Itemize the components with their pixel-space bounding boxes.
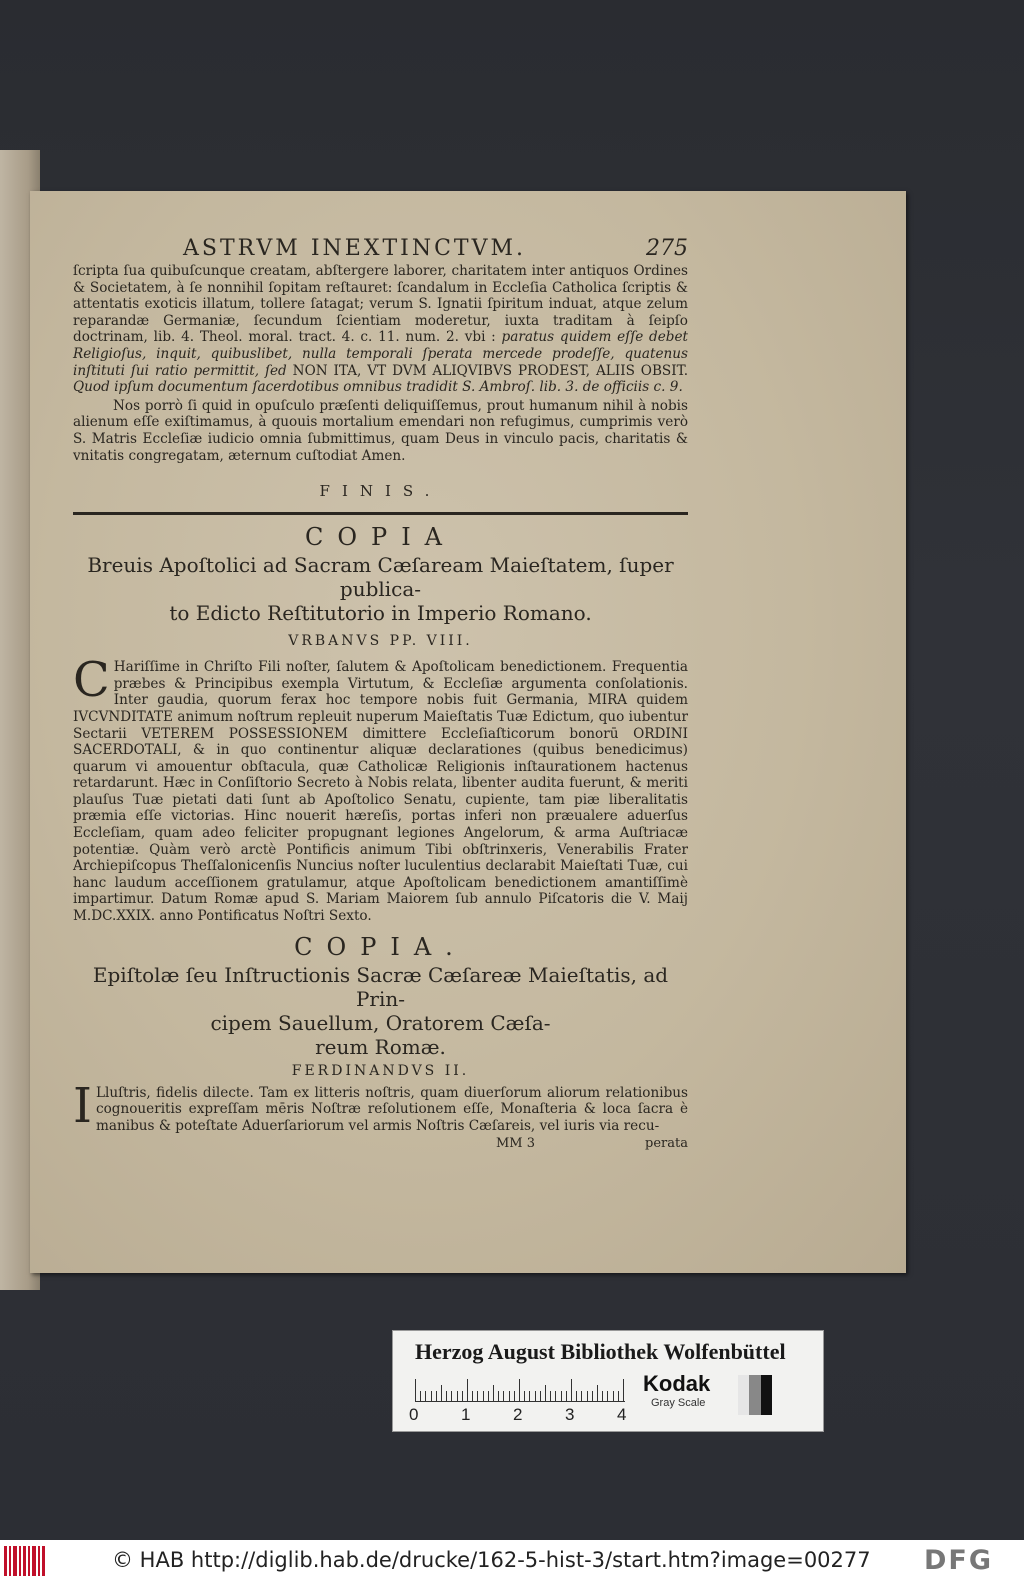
drop-cap-i: I <box>73 1077 92 1134</box>
brief-subtitle-line-1: Breuis Apoſtolici ad Sacram Cæſaream Maieſtatem, ſuper publica- <box>87 553 674 602</box>
library-name: Herzog August Bibliothek Wolfenbüttel <box>415 1339 786 1364</box>
page-text-block <box>73 236 688 1151</box>
ruler-tick <box>545 1385 546 1401</box>
epistle-subtitle <box>73 963 688 1059</box>
copia-heading-2: COPIA. <box>294 932 467 961</box>
ruler-tick <box>592 1391 593 1401</box>
page-footer-line <box>73 1136 688 1151</box>
copia-heading-1: COPIA <box>305 523 456 552</box>
imperial-epistle-text: Lluſtris, fidelis dilecte. Tam ex litteris noſtris, quam diuerſorum aliorum relationibus cognoueritis expreſſam mēris Noſtræ reſolutionem eſſe, Monaſteria & loca ſacra è manibus & poteſtate Aduerſariorum vel armis Noſtris Cæſareis, vel iuris via recu- <box>95 1084 688 1134</box>
running-head <box>73 236 688 261</box>
grayscale-swatch <box>738 1375 772 1415</box>
ruler-tick <box>483 1391 484 1401</box>
dfg-logo: DFG <box>924 1545 994 1576</box>
ruler-tick <box>436 1391 437 1401</box>
para1-italic-2: Quod ipſum documentum ſacerdotibus omnibus tradidit S. Ambroſ. lib. 3. de officiis c. 9. <box>73 379 683 396</box>
ruler-tick <box>498 1391 499 1401</box>
epistle-subtitle-line-2: cipem Sauellum, Oratorem Cæſa- <box>210 1010 551 1035</box>
papal-brief-letter <box>73 652 688 925</box>
ruler-tick <box>462 1391 463 1401</box>
ruler-tick <box>602 1391 603 1401</box>
gray-patch-light <box>738 1375 749 1415</box>
ruler-tick <box>509 1391 510 1401</box>
ruler-number-3: 3 <box>565 1405 575 1424</box>
ruler-tick <box>607 1391 608 1401</box>
page-number: 275 <box>646 236 688 261</box>
ruler-tick <box>529 1391 530 1401</box>
running-head-title: ASTRVM INEXTINCTVM. <box>183 236 527 261</box>
barcode-icon <box>4 1546 48 1576</box>
ruler-tick <box>477 1391 478 1401</box>
scale-ruler <box>415 1375 625 1402</box>
epistle-subtitle-line-3: reum Romæ. <box>315 1034 446 1059</box>
para1-italic: paratus quidem eſſe debet Religioſus, inquit, quibuslibet, nulla temporali ſperata mercede prodeſſe, quatenus inſtituti ſui ratio permittit, ſed <box>73 329 688 379</box>
ruler-tick <box>446 1391 447 1401</box>
ruler-tick <box>425 1391 426 1401</box>
ruler-tick <box>566 1391 567 1401</box>
gray-patch-dark <box>761 1375 772 1415</box>
gray-patch-mid <box>749 1375 760 1415</box>
imperial-epistle-letter <box>73 1077 688 1135</box>
ruler-tick <box>571 1379 572 1401</box>
ruler-tick <box>467 1379 468 1401</box>
ruler-tick <box>514 1391 515 1401</box>
ruler-tick <box>581 1391 582 1401</box>
sender-urbanus: VRBANVS PP. VIII. <box>288 633 473 650</box>
para1-text: ſcripta ſua quibuſcunque creatam, abſtergere laborer, charitatem inter antiquos Ordines & Societatem, à ſe nonnihil ſopitam reſtauret: ſcandalum in Eccleſia Catholica ſcriptis & attentatis exoticis illatum, tollere ſatagat; verum S. Ignatii ſpiritum induat, atque zelum reparandæ Germaniæ, ſecundum ſcientiam moderetur, iuxta traditam à ſeipſo doctrinam, lib. 4. Theol. moral. tract. 4. c. 11. num. 2. vbi : <box>73 263 688 346</box>
ruler-number-2: 2 <box>513 1405 523 1424</box>
ruler-tick <box>488 1391 489 1401</box>
kodak-logo: Kodak <box>643 1371 711 1396</box>
ruler-tick <box>587 1391 588 1401</box>
ruler-tick <box>519 1379 520 1401</box>
catchword: perata <box>645 1136 688 1152</box>
ruler-tick <box>420 1391 421 1401</box>
ruler-tick <box>457 1391 458 1401</box>
brief-subtitle-line-2: to Edicto Reſtitutorio in Imperio Romano. <box>169 601 592 626</box>
drop-cap-c: C <box>73 652 110 709</box>
viewer-footer <box>0 1540 1024 1582</box>
brief-subtitle <box>73 553 688 625</box>
epistle-subtitle-line-1: Epiſtolæ ſeu Inſtructionis Sacræ Cæſareæ Maieſtatis, ad Prin- <box>92 962 669 1011</box>
ruler-number-0: 0 <box>409 1405 419 1424</box>
ruler-number-1: 1 <box>461 1405 471 1424</box>
ruler-tick <box>524 1391 525 1401</box>
ruler-number-4: 4 <box>617 1405 627 1424</box>
kodak-subtitle: Gray Scale <box>651 1397 706 1409</box>
library-scan-label <box>392 1330 824 1432</box>
section-rule <box>73 512 688 515</box>
ruler-tick <box>618 1391 619 1401</box>
ruler-tick <box>540 1391 541 1401</box>
ruler-tick <box>472 1391 473 1401</box>
ruler-tick <box>623 1379 624 1401</box>
ruler-tick <box>555 1391 556 1401</box>
ruler-tick <box>493 1385 494 1401</box>
ruler-tick <box>415 1379 416 1401</box>
ruler-tick <box>441 1385 442 1401</box>
copyright-url[interactable]: © HAB http://diglib.hab.de/drucke/162-5-hist-3/start.htm?image=00277 <box>112 1548 871 1572</box>
closing-paragraph <box>73 263 688 396</box>
papal-brief-text: Hariſſime in Chriſto Fili noſter, ſalutem & Apoſtolicam benedictionem. Frequentia præbes & Principibus exempla Virtutum, & Eccleſiæ argumenta conſolationis. Inter gaudia, quorum ferax hoc tempore nobis fuit Germania, MIRA quidem IVCVNDITATE animum noſtrum repleuit nuperum Maieſtatis Tuæ Edictum, quo iubentur Sectarii VETEREM POSSESSIONEM dimittere Eccleſiaſticorum bonorū ORDINI SACERDOTALI, & in quo continentur aliquæ declarationes (quibus benedicimus) quarum vi amouentur obſtacula, quæ Catholicæ Religionis inſtaurationem hactenus retardarunt. Hæc in Conſiſtorio Secreto à Nobis relata, libenter audita fuerunt, & meriti plauſus Tuæ pietati dati ſunt ab Apoſtolico Senatu, cupiente, tam piæ liberalitatis præmia eſſe victorias. Hinc nouerit hæreſis, portas inferi non præualere aduerſus Eccleſiam, quam adeo feliciter propugnant legiones Angelorum, & arma Auſtriacæ potentiæ. Quàm verò arctè Pontificis animum Tibi obſtrinxeris, Venerabilis Frater Archiepiſcopus Theſſalonicenſis Nuncius noſter luculentius declarabit Maieſtati Tuæ, cui hanc laudum acceſſionem gratulamur, atque Apoſtolicam benedictionem amantiſſimè impartimur. Datum Romæ apud S. Mariam Maiorem ſub annulo Piſcatoris die V. Maij M.DC.XXIX. anno Pontificatus Noſtri Sexto. <box>73 659 688 925</box>
ruler-tick <box>535 1391 536 1401</box>
sender-ferdinandus: FERDINANDVS II. <box>291 1062 470 1079</box>
book-page <box>30 191 906 1273</box>
ruler-tick <box>597 1385 598 1401</box>
ruler-tick <box>550 1391 551 1401</box>
final-paragraph: Nos porrò ſi quid in opuſculo præſenti deliquiſſemus, prout humanum nihil à nobis alienum eſſe exiſtimamus, à quouis mortalium emendari non refugimus, cumprimis verò S. Matris Eccleſiæ iudicio omnia ſubmittimus, quam Deus in vinculo pacis, charitatis & vnitatis congregatam, æternum cuſtodiat Amen. <box>73 397 688 464</box>
signature-mark: MM 3 <box>496 1136 536 1152</box>
ruler-tick <box>613 1391 614 1401</box>
ruler-tick <box>503 1391 504 1401</box>
ruler-tick <box>451 1391 452 1401</box>
finis-heading: FINIS. <box>319 482 442 501</box>
para1-caps: NON ITA, VT DVM ALIQVIBVS PRODEST, ALIIS OBSIT. <box>292 362 689 379</box>
ruler-tick <box>561 1391 562 1401</box>
ruler-tick <box>431 1391 432 1401</box>
ruler-tick <box>576 1391 577 1401</box>
